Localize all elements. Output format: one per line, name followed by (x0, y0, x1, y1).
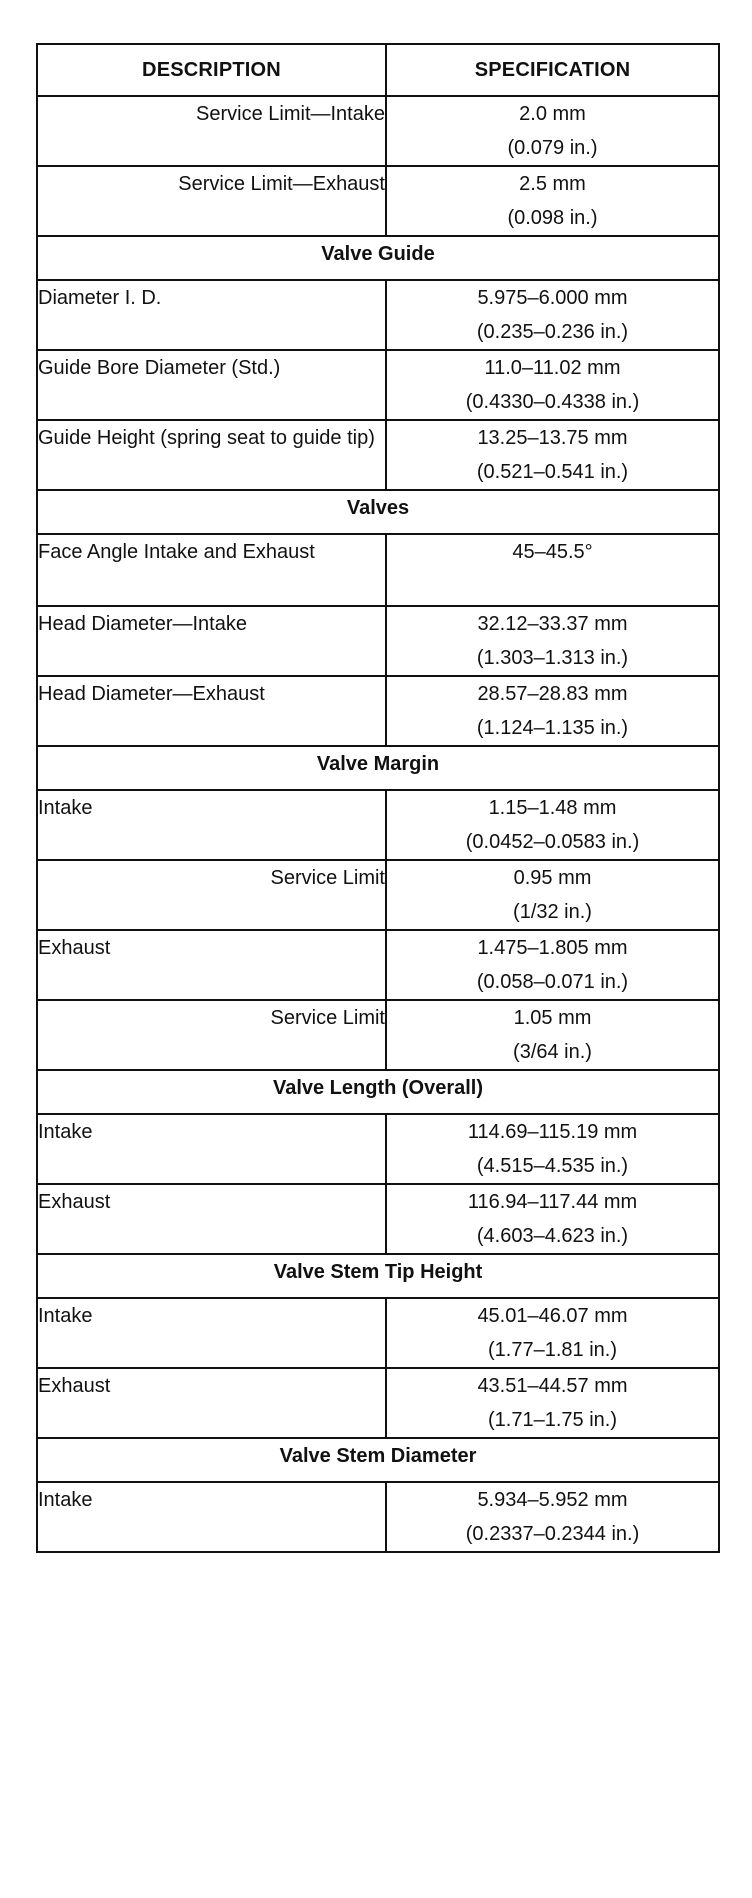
spec-metric-value: 32.12–33.37 mm (477, 613, 628, 635)
table-row (37, 860, 719, 930)
section-row (37, 490, 719, 534)
row-description: Face Angle Intake and Exhaust (37, 534, 386, 606)
table-row (37, 930, 719, 1000)
table-row (37, 676, 719, 746)
spec-table (36, 43, 720, 1553)
section-title: Valve Length (Overall) (37, 1070, 719, 1114)
spec-imperial-value: (1.303–1.313 in.) (476, 647, 629, 669)
row-description: Exhaust (37, 1184, 386, 1254)
row-description: Intake (37, 1114, 386, 1184)
section-title: Valve Margin (37, 746, 719, 790)
spec-metric-value: 28.57–28.83 mm (477, 683, 628, 705)
row-specification (386, 1184, 719, 1254)
spec-metric-value: 45.01–46.07 mm (477, 1305, 628, 1327)
row-description: Service Limit (37, 1000, 386, 1070)
row-description: Head Diameter—Exhaust (37, 676, 386, 746)
spec-metric-value: 114.69–115.19 mm (467, 1121, 638, 1143)
spec-imperial-value: (0.521–0.541 in.) (476, 461, 629, 483)
row-specification (386, 1114, 719, 1184)
spec-imperial-value: (1.124–1.135 in.) (476, 717, 629, 739)
table-row (37, 790, 719, 860)
spec-imperial-value: (4.515–4.535 in.) (476, 1155, 629, 1177)
table-row (37, 350, 719, 420)
row-description: Intake (37, 790, 386, 860)
header-description: DESCRIPTION (37, 44, 386, 96)
table-body (37, 96, 719, 1552)
table-row (37, 534, 719, 606)
row-specification (386, 166, 719, 236)
row-specification (386, 420, 719, 490)
spec-imperial-value: (4.603–4.623 in.) (476, 1225, 629, 1247)
row-description: Exhaust (37, 1368, 386, 1438)
row-specification (386, 96, 719, 166)
row-specification (386, 1298, 719, 1368)
table-row (37, 1368, 719, 1438)
section-title: Valve Stem Diameter (37, 1438, 719, 1482)
spec-imperial-value: (3/64 in.) (513, 1041, 592, 1063)
row-description: Service Limit (37, 860, 386, 930)
row-specification (386, 350, 719, 420)
spec-metric-value: 43.51–44.57 mm (477, 1375, 628, 1397)
spec-metric-value: 2.5 mm (519, 173, 586, 195)
spec-metric-value: 1.05 mm (513, 1007, 592, 1029)
row-description: Guide Bore Diameter (Std.) (37, 350, 386, 420)
spec-metric-value: 5.934–5.952 mm (477, 1489, 628, 1511)
spec-imperial-value: (1/32 in.) (513, 901, 592, 923)
row-description: Service Limit—Exhaust (37, 166, 386, 236)
spec-metric-value: 1.475–1.805 mm (477, 937, 628, 959)
section-title: Valve Stem Tip Height (37, 1254, 719, 1298)
row-specification (386, 790, 719, 860)
spec-metric-value: 2.0 mm (519, 103, 586, 125)
section-row (37, 746, 719, 790)
row-description: Diameter I. D. (37, 280, 386, 350)
row-specification (386, 280, 719, 350)
header-row (37, 44, 719, 96)
table-row (37, 1000, 719, 1070)
table-row (37, 166, 719, 236)
table-row (37, 1482, 719, 1552)
spec-metric-value: 11.0–11.02 mm (484, 357, 621, 379)
spec-imperial-value: (0.4330–0.4338 in.) (465, 391, 640, 413)
spec-metric-value: 1.15–1.48 mm (488, 797, 617, 819)
spec-imperial-value: (0.098 in.) (507, 207, 598, 229)
row-specification (386, 1368, 719, 1438)
section-row (37, 1070, 719, 1114)
table-row (37, 1114, 719, 1184)
spec-imperial-value: (0.079 in.) (507, 137, 598, 159)
row-specification (386, 676, 719, 746)
row-specification (386, 860, 719, 930)
spec-imperial-value: (1.77–1.81 in.) (488, 1339, 617, 1361)
row-specification (386, 606, 719, 676)
section-row (37, 236, 719, 280)
spec-metric-value: 45–45.5° (512, 541, 593, 563)
spec-imperial-value: (0.235–0.236 in.) (476, 321, 629, 343)
row-description: Intake (37, 1298, 386, 1368)
row-description: Intake (37, 1482, 386, 1552)
row-specification (386, 1482, 719, 1552)
spec-imperial-value: (1.71–1.75 in.) (488, 1409, 617, 1431)
row-specification (386, 534, 719, 606)
table-row (37, 96, 719, 166)
spec-imperial-value: (0.058–0.071 in.) (476, 971, 629, 993)
spec-metric-value: 0.95 mm (513, 867, 592, 889)
spec-metric-value: 5.975–6.000 mm (477, 287, 628, 309)
row-description: Guide Height (spring seat to guide tip) (37, 420, 386, 490)
table-row (37, 1184, 719, 1254)
table-header (37, 44, 719, 96)
row-specification (386, 1000, 719, 1070)
section-title: Valves (37, 490, 719, 534)
row-description: Service Limit—Intake (37, 96, 386, 166)
spec-imperial-value: (0.2337–0.2344 in.) (465, 1523, 640, 1545)
row-description: Head Diameter—Intake (37, 606, 386, 676)
spec-metric-value: 13.25–13.75 mm (477, 427, 628, 449)
row-description: Exhaust (37, 930, 386, 1000)
section-title: Valve Guide (37, 236, 719, 280)
spec-metric-value: 116.94–117.44 mm (467, 1191, 638, 1213)
table-row (37, 280, 719, 350)
row-specification (386, 930, 719, 1000)
table-row (37, 420, 719, 490)
section-row (37, 1254, 719, 1298)
header-specification: SPECIFICATION (386, 44, 719, 96)
table-row (37, 606, 719, 676)
spec-imperial-value: (0.0452–0.0583 in.) (465, 831, 640, 853)
table-row (37, 1298, 719, 1368)
section-row (37, 1438, 719, 1482)
